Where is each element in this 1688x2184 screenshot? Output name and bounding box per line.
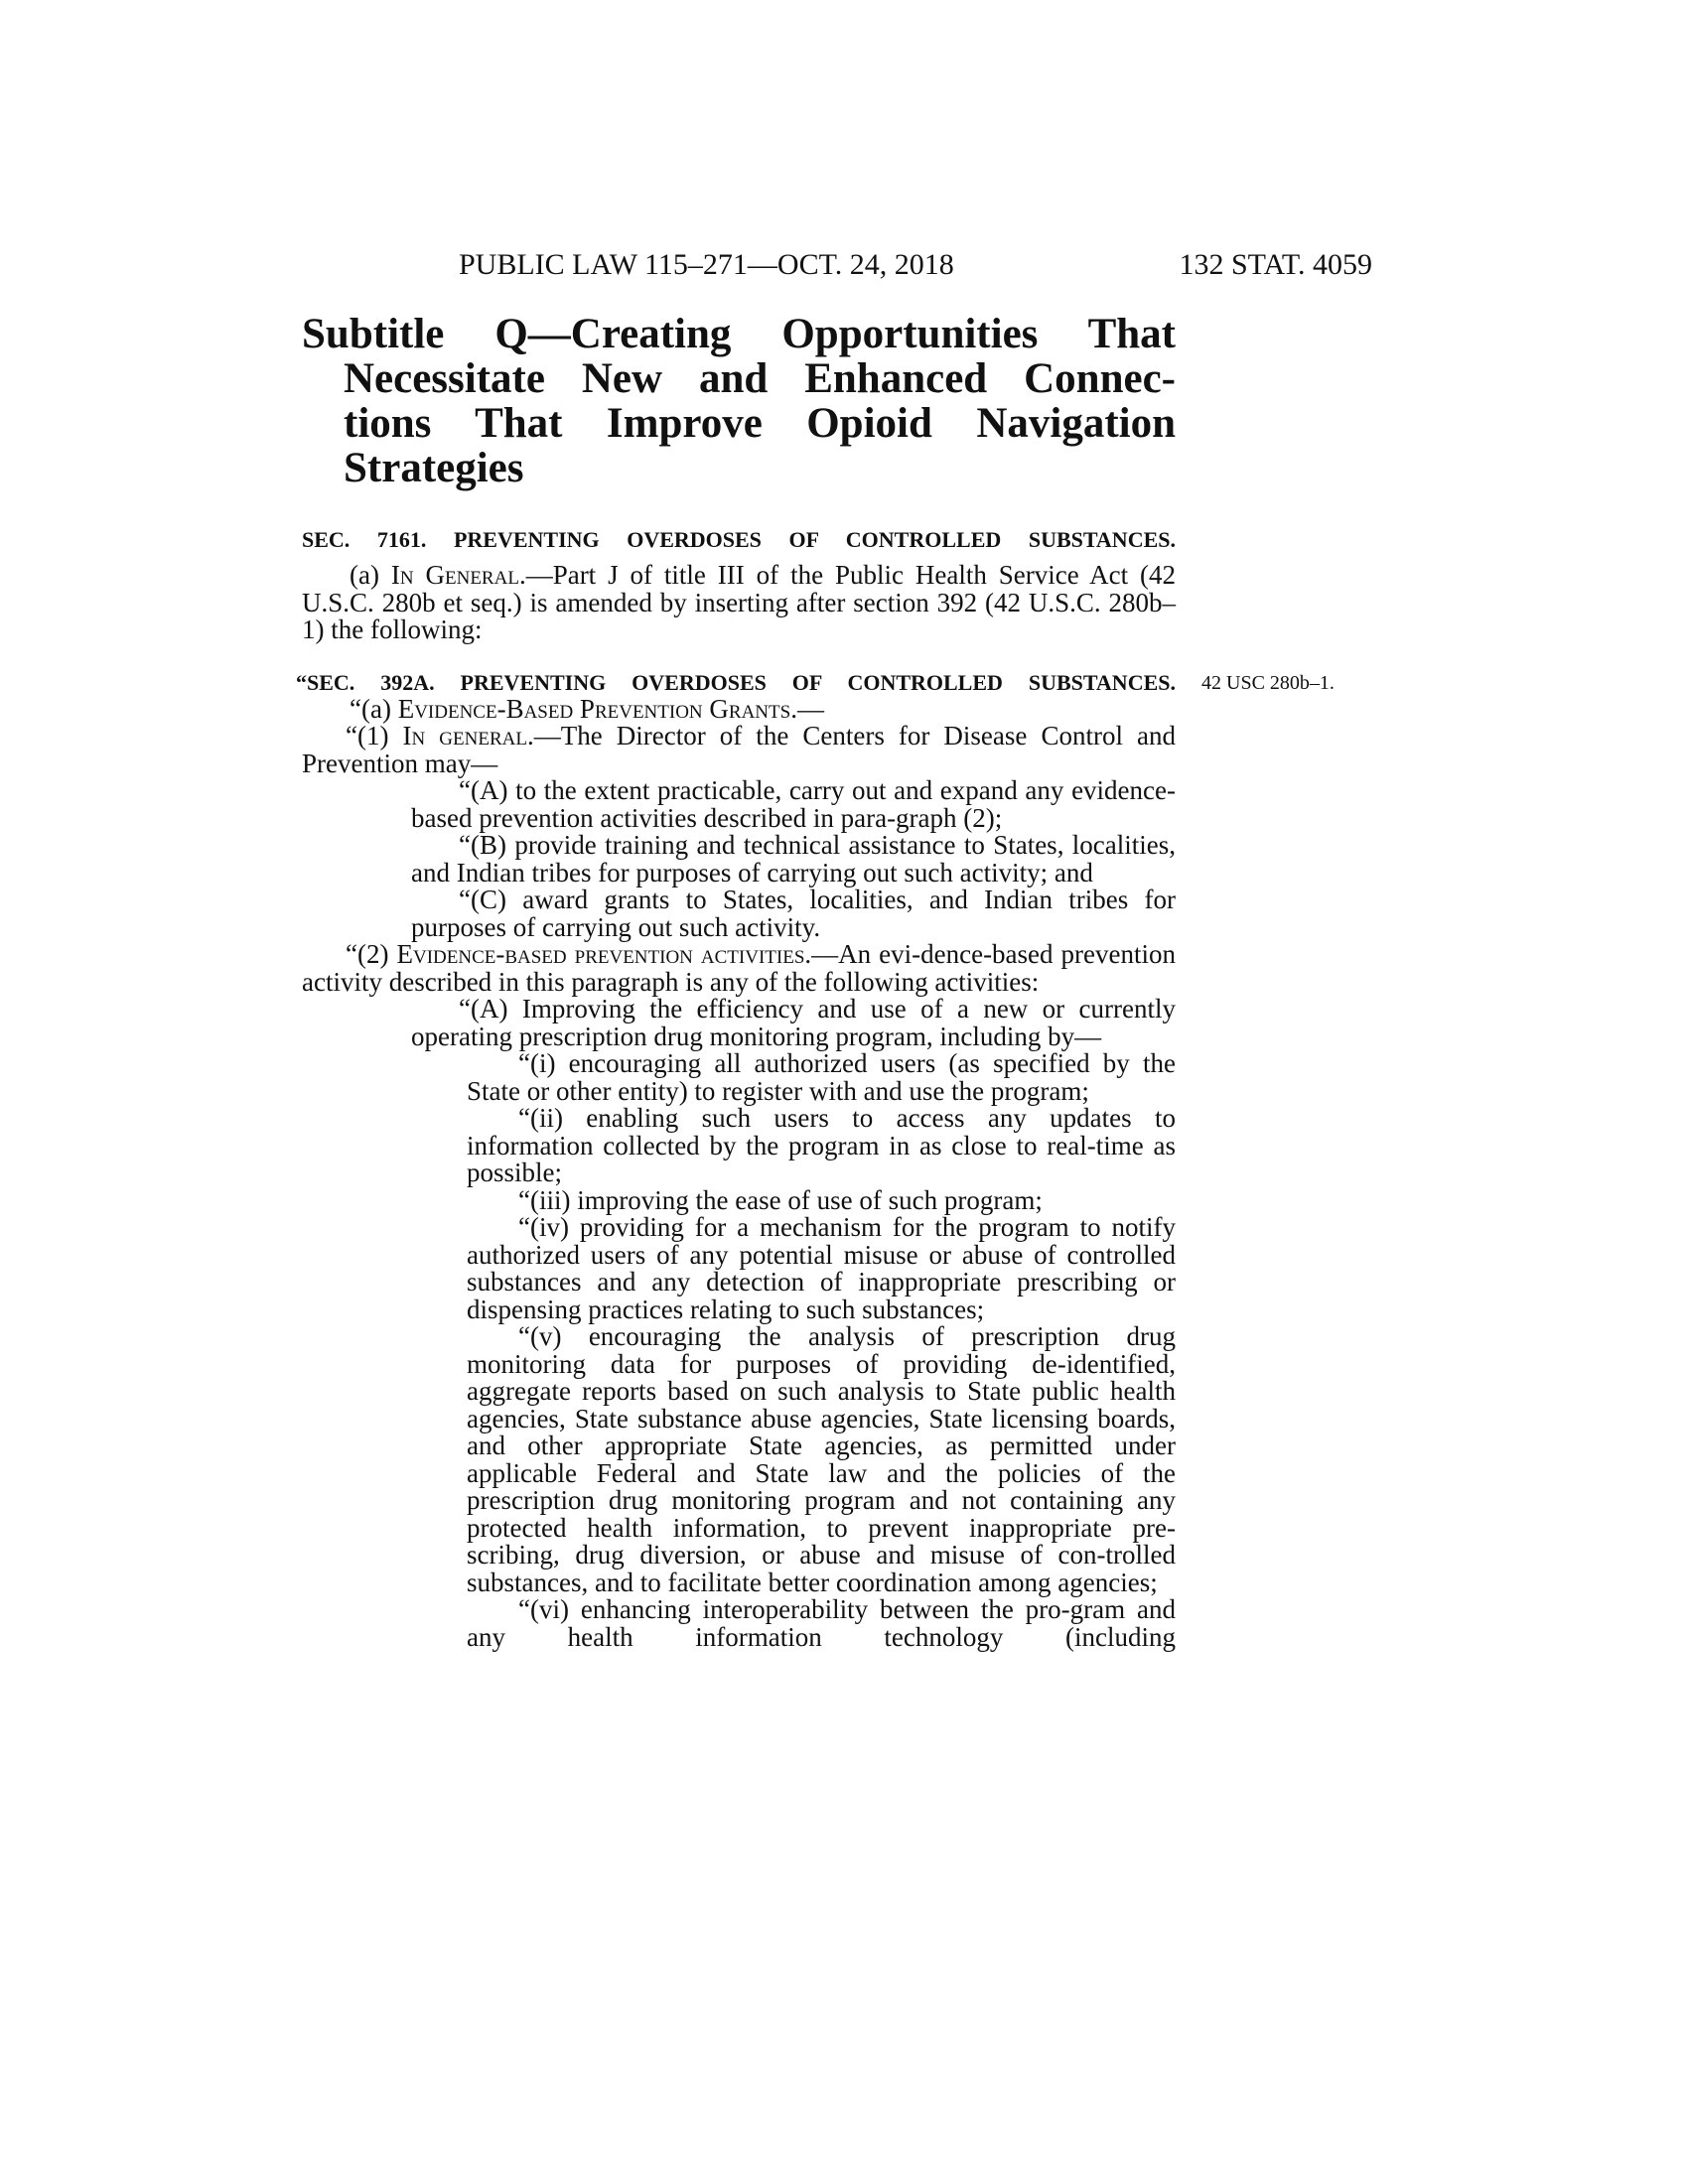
para-392a-1-B: “(B) provide training and technical assistance to States, localities, and Indian tribes for purposes of carrying out such activity; and	[411, 830, 1176, 887]
para-392a-2-A: “(A) Improving the efficiency and use of a new or currently operating prescription drug monitoring program, including by—	[411, 994, 1176, 1051]
section-392a-heading: “SEC. 392A. PREVENTING OVERDOSES OF CONTROLLED SUBSTANCES.	[296, 670, 1176, 695]
subtitle-line-3: tions That Improve Opioid Navigation	[344, 400, 1176, 447]
running-header-stat: 132 STAT. 4059	[1179, 248, 1372, 281]
clause-iii: “(iii) improving the ease of use of such program;	[518, 1184, 1043, 1215]
para-7161-a: (a) In General.—Part J of title III of the Public Health Service Act (42 U.S.C. 280b et seq.) is amended by inserting after section 392 (42 U.S.C. 280b–1) the following:	[302, 560, 1176, 644]
subtitle-heading	[302, 312, 1176, 490]
subtitle-line-1: Subtitle Q—Creating Opportunities That	[302, 311, 1176, 357]
clause-iv: “(iv) providing for a mechanism for the program to notify authorized users of any potential misuse or abuse of controlled substances and any detection of inappropriate prescribing or dispensing practices relating to such substances;	[467, 1212, 1176, 1324]
section-7161-heading: SEC. 7161. PREVENTING OVERDOSES OF CONTROLLED SUBSTANCES.	[302, 527, 1176, 552]
para-392a-2: “(2) Evidence-based prevention activities.—An evi-dence-based prevention activity described in this paragraph is any of the following activities:	[302, 939, 1177, 997]
margin-citation: 42 USC 280b–1.	[1201, 672, 1335, 694]
document-body	[302, 562, 1176, 1651]
running-header-law: PUBLIC LAW 115–271—OCT. 24, 2018	[459, 248, 954, 281]
para-392a-1-A: “(A) to the extent practicable, carry out and expand any evidence-based prevention activities described in para-graph (2);	[411, 775, 1176, 833]
subtitle-line-4: Strategies	[344, 445, 524, 491]
para-392a-1: “(1) In general.—The Director of the Centers for Disease Control and Prevention may—	[302, 721, 1176, 778]
para-392a-a: “(a) Evidence-Based Prevention Grants.—	[350, 693, 824, 724]
subtitle-line-2: Necessitate New and Enhanced Connec-	[344, 355, 1176, 402]
clause-v: “(v) encouraging the analysis of prescription drug monitoring data for purposes of providing de-identified, aggregate reports based on such analysis to State public health agencies, State substance abuse agencies, State licensing boards, and other appropriate State agencies, as permitted under applicable Federal and State law and the policies of the prescription drug monitoring program and not containing any protected health information, to prevent inappropriate pre-scribing, drug diversion, or abuse and misuse of con-trolled substances, and to facilitate better coordination among agencies;	[467, 1321, 1176, 1597]
para-392a-1-C: “(C) award grants to States, localities, and Indian tribes for purposes of carrying out such activity.	[411, 885, 1176, 942]
clause-ii: “(ii) enabling such users to access any updates to information collected by the program in as close to real-time as possible;	[467, 1103, 1176, 1187]
clause-vi: “(vi) enhancing interoperability between the pro-gram and any health information technology (including	[467, 1594, 1176, 1652]
clause-i: “(i) encouraging all authorized users (as specified by the State or other entity) to register with and use the program;	[467, 1048, 1176, 1106]
